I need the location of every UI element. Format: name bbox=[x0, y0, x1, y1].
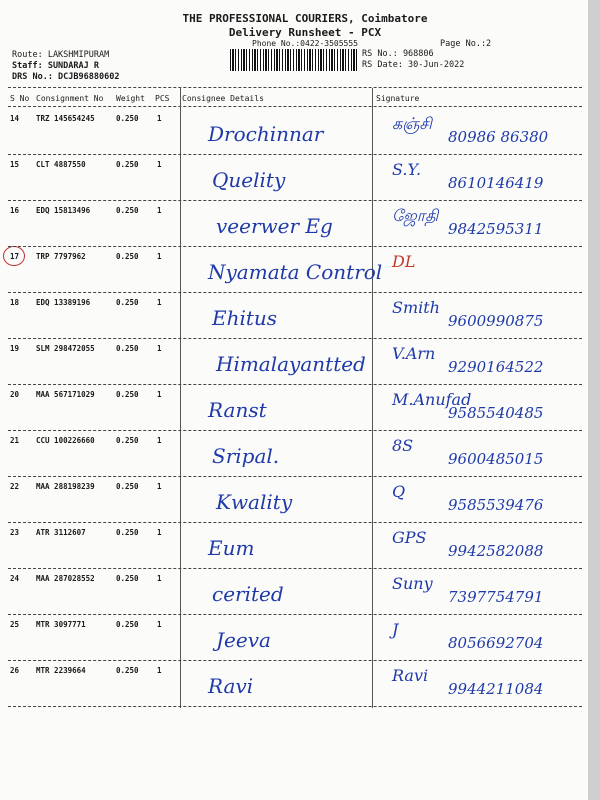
receiver-phone-handwriting: 9585539476 bbox=[448, 496, 544, 514]
consignee-handwriting: veerwer Eg bbox=[216, 214, 333, 238]
row-divider bbox=[8, 200, 582, 201]
signature-handwriting: Ravi bbox=[392, 666, 429, 685]
consignee-handwriting: Quelity bbox=[212, 168, 286, 192]
consignee-handwriting: Ranst bbox=[208, 398, 267, 422]
column-rule bbox=[180, 88, 181, 708]
consignee-handwriting: Jeeva bbox=[216, 628, 271, 652]
consignee-handwriting: Himalayantted bbox=[216, 352, 366, 376]
row-divider bbox=[8, 154, 582, 155]
row-sno: 17 bbox=[10, 252, 20, 261]
row-weight: 0.250 bbox=[116, 528, 139, 537]
row-pcs: 1 bbox=[157, 528, 162, 537]
signature-handwriting: V.Arn bbox=[392, 344, 436, 363]
column-rule bbox=[372, 88, 373, 708]
row-consignment: MAA 567171029 bbox=[36, 390, 95, 399]
signature-handwriting: கஞ்சி bbox=[392, 114, 432, 133]
row-weight: 0.250 bbox=[116, 344, 139, 353]
receiver-phone-handwriting: 80986 86380 bbox=[448, 128, 549, 146]
signature-handwriting: GPS bbox=[392, 528, 427, 547]
consignee-handwriting: Kwality bbox=[216, 490, 293, 514]
row-divider bbox=[8, 430, 582, 431]
row-sno: 19 bbox=[10, 344, 20, 353]
row-sno: 21 bbox=[10, 436, 20, 445]
row-divider bbox=[8, 476, 582, 477]
row-weight: 0.250 bbox=[116, 620, 139, 629]
row-sno: 24 bbox=[10, 574, 20, 583]
row-sno: 15 bbox=[10, 160, 20, 169]
consignee-handwriting: Sripal. bbox=[212, 444, 280, 468]
signature-handwriting: Smith bbox=[392, 298, 440, 317]
col-sno: S No bbox=[10, 94, 30, 103]
receiver-phone-handwriting: 9290164522 bbox=[448, 358, 544, 376]
barcode-image bbox=[230, 49, 358, 71]
row-divider bbox=[8, 246, 582, 247]
receiver-phone-handwriting: 9600485015 bbox=[448, 450, 544, 468]
row-sno: 14 bbox=[10, 114, 20, 123]
receiver-phone-handwriting: 8056692704 bbox=[448, 634, 544, 652]
row-pcs: 1 bbox=[157, 160, 162, 169]
company-title: THE PROFESSIONAL COURIERS, Coimbatore bbox=[182, 12, 428, 25]
row-divider bbox=[8, 522, 582, 523]
rs-date: RS Date: 30-Jun-2022 bbox=[362, 60, 465, 70]
receiver-phone-handwriting: 9942582088 bbox=[448, 542, 544, 560]
signature-handwriting: ஜோதி bbox=[392, 206, 439, 225]
staff-label: Staff: SUNDARAJ R bbox=[12, 61, 99, 71]
signature-handwriting: Q bbox=[392, 482, 406, 501]
row-consignment: MTR 3097771 bbox=[36, 620, 86, 629]
drs-number: DRS No.: DCJB96880602 bbox=[12, 72, 120, 82]
row-divider bbox=[8, 292, 582, 293]
scan-edge bbox=[588, 0, 600, 800]
consignee-handwriting: Ravi bbox=[208, 674, 254, 698]
row-weight: 0.250 bbox=[116, 114, 139, 123]
receiver-phone-handwriting: 9842595311 bbox=[448, 220, 544, 238]
row-divider bbox=[8, 660, 582, 661]
row-weight: 0.250 bbox=[116, 298, 139, 307]
signature-handwriting: M.Anufad bbox=[392, 390, 472, 409]
row-consignment: SLM 298472055 bbox=[36, 344, 95, 353]
signature-handwriting: 8S bbox=[392, 436, 414, 455]
route-label: Route: LAKSHMIPURAM bbox=[12, 50, 110, 60]
row-pcs: 1 bbox=[157, 206, 162, 215]
consignee-handwriting: Ehitus bbox=[212, 306, 278, 330]
header-divider-top bbox=[8, 87, 582, 88]
row-pcs: 1 bbox=[157, 666, 162, 675]
row-consignment: TRZ 145654245 bbox=[36, 114, 95, 123]
row-pcs: 1 bbox=[157, 620, 162, 629]
row-weight: 0.250 bbox=[116, 206, 139, 215]
row-divider bbox=[8, 338, 582, 339]
signature-handwriting: J bbox=[392, 620, 399, 639]
receiver-phone-handwriting: 9944211084 bbox=[448, 680, 544, 698]
col-signature: Signature bbox=[376, 94, 420, 103]
row-weight: 0.250 bbox=[116, 666, 139, 675]
consignee-handwriting: Drochinnar bbox=[208, 122, 324, 146]
consignee-handwriting: cerited bbox=[212, 582, 284, 606]
row-consignment: MTR 2239664 bbox=[36, 666, 86, 675]
row-consignment: EDQ 15813496 bbox=[36, 206, 91, 215]
row-pcs: 1 bbox=[157, 574, 162, 583]
row-pcs: 1 bbox=[157, 390, 162, 399]
row-weight: 0.250 bbox=[116, 574, 139, 583]
signature-handwriting: S.Y. bbox=[392, 160, 422, 179]
row-weight: 0.250 bbox=[116, 160, 139, 169]
row-pcs: 1 bbox=[157, 344, 162, 353]
row-weight: 0.250 bbox=[116, 390, 139, 399]
row-pcs: 1 bbox=[157, 298, 162, 307]
row-consignment: TRP 7797962 bbox=[36, 252, 86, 261]
receiver-phone-handwriting: 9600990875 bbox=[448, 312, 544, 330]
col-consignment: Consignment No bbox=[36, 94, 104, 103]
col-weight: Weight bbox=[116, 94, 145, 103]
row-sno: 16 bbox=[10, 206, 20, 215]
row-sno: 26 bbox=[10, 666, 20, 675]
receiver-phone-handwriting: 8610146419 bbox=[448, 174, 544, 192]
row-divider bbox=[8, 614, 582, 615]
rs-number: RS No.: 968806 bbox=[362, 49, 434, 59]
col-consignee: Consignee Details bbox=[182, 94, 264, 103]
row-pcs: 1 bbox=[157, 436, 162, 445]
signature-handwriting: DL bbox=[392, 252, 416, 271]
col-pcs: PCS bbox=[155, 94, 170, 103]
row-weight: 0.250 bbox=[116, 252, 139, 261]
row-divider bbox=[8, 568, 582, 569]
row-pcs: 1 bbox=[157, 482, 162, 491]
row-pcs: 1 bbox=[157, 252, 162, 261]
row-pcs: 1 bbox=[157, 114, 162, 123]
receiver-phone-handwriting: 9585540485 bbox=[448, 404, 544, 422]
row-divider bbox=[8, 706, 582, 707]
row-weight: 0.250 bbox=[116, 436, 139, 445]
row-sno: 18 bbox=[10, 298, 20, 307]
row-divider bbox=[8, 384, 582, 385]
row-consignment: CCU 100226660 bbox=[36, 436, 95, 445]
signature-handwriting: Suny bbox=[392, 574, 433, 593]
page-number: Page No.:2 bbox=[440, 39, 492, 49]
row-weight: 0.250 bbox=[116, 482, 139, 491]
consignee-handwriting: Nyamata Control bbox=[208, 260, 383, 284]
row-sno: 23 bbox=[10, 528, 20, 537]
phone-number: Phone No.:0422-3505555 bbox=[252, 39, 358, 48]
header-divider-bottom bbox=[8, 106, 582, 107]
row-consignment: MAA 288198239 bbox=[36, 482, 95, 491]
row-consignment: MAA 287028552 bbox=[36, 574, 95, 583]
row-sno: 25 bbox=[10, 620, 20, 629]
runsheet-subtitle: Delivery Runsheet - PCX bbox=[228, 26, 382, 39]
row-sno: 20 bbox=[10, 390, 20, 399]
row-consignment: ATR 3112607 bbox=[36, 528, 86, 537]
row-sno: 22 bbox=[10, 482, 20, 491]
row-consignment: CLT 4887550 bbox=[36, 160, 86, 169]
consignee-handwriting: Eum bbox=[208, 536, 255, 560]
receiver-phone-handwriting: 7397754791 bbox=[448, 588, 544, 606]
row-consignment: EDQ 13389196 bbox=[36, 298, 91, 307]
